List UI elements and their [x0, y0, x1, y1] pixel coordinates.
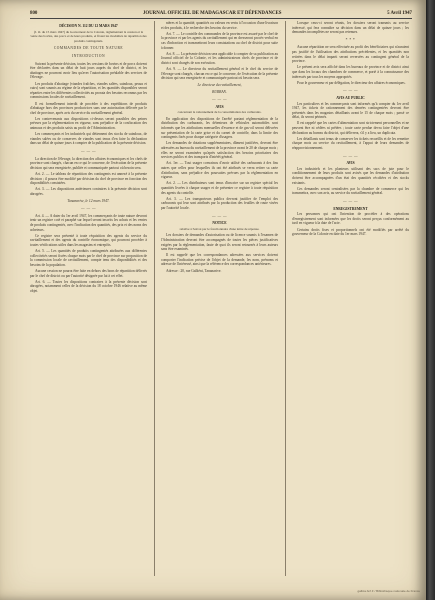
paragraph: Ce registre sera présenté à toute réquisition des agents du service du ravitaillement et des agents du contrôle économique, qui pourront procéder à toutes vérifications utiles dans les magasins et entrepôts. [30, 233, 147, 247]
section-separator: COMMANDES DE TOUTE NATURE [53, 46, 124, 51]
page-header [30, 8, 412, 19]
paragraph: Les dossiers de demandes d'autorisation ou de licence soumis à l'examen de l'Administration devront être accompagnés de toutes les pièces justificatives exigées par la réglementation, faute de quoi ils seront retournés à leurs auteurs sans être examinés. [161, 233, 278, 252]
section-subheading: concernant le rationnement de la consommation des carburants. [177, 110, 262, 115]
source-stamp: gallica.bnf.fr / Bibliothèque nationale de France [357, 589, 420, 593]
paragraph: Il est rappelé que les correspondances adressées aux services doivent comporter l'indication précise de l'objet de la demande, les nom, prénoms et adresse de l'intéressé, ainsi que la référence des correspondances antérieures. [161, 253, 278, 267]
section-heading: ENREGISTREMENT [333, 206, 368, 211]
issue-date: 5 Avril 1947 [387, 10, 412, 16]
paragraph: Il est formellement interdit de procéder à des expéditions de produits d'abattage hors des provinces productrices sans une autorisation délivrée par le chef de province, après avis du service du ravitaillement général. [30, 101, 147, 115]
signature-line: Tananarive, le 12 mars 1947. [67, 198, 110, 203]
page-edge-shadow [426, 0, 435, 600]
paragraph: Art. 3. — Les transporteurs publics devront justifier de l'emploi des carburants qui leur sont attribués par la production des feuilles de route visées par l'autorité locale. [161, 196, 278, 210]
paragraph: Art. 2. — Le tableau de répartition des contingents est annexé à la présente décision ; il pourra être modifié par décision du chef de province en fonction des disponibilités constatées. [30, 172, 147, 186]
paragraph: Art. 4. — A dater du 1er avril 1947, les commerçants de toute nature devront tenir un registre coté et paraphé sur lequel seront inscrits les achats et les ventes de produits contingentés, avec l'indication des quantités, des prix et des noms des acheteurs. [30, 213, 147, 232]
paragraph: Art. 5. — Les quantités de produits contingentés attribuées aux différentes collectivités seront fixées chaque mois par le chef de province sur proposition de la commission locale de ravitaillement, compte tenu des disponibilités et des besoins de la population. [30, 249, 147, 267]
paragraph: Art. 8. — La présente décision sera applicable à compter de sa publication au Journal officiel de la Colonie, et les administrateurs chefs de province et de district sont chargés de son exécution. [161, 51, 278, 65]
section-subheading: relative à l'envoi par le fonctionnaire d'une lettre de réponse. [179, 226, 260, 231]
paragraph: Aucune répartition ne sera effectuée au profit des bénéficiaires qui n'auraient pas justifié de l'utilisation des attributions précédentes, et les quantités non retirées dans le délai imparti seront reversées au contingent général de la province. [292, 45, 409, 64]
section-separator: * * * [345, 37, 356, 42]
paragraph: La direction de l'élevage, la direction des affaires économiques et les chefs de province sont chargés, chacun en ce qui le concerne, de l'exécution de la présente décision qui sera enregistrée, publiée et communiquée partout où besoin sera. [30, 156, 147, 170]
text-column-left [30, 21, 147, 576]
section-separator: — — — [211, 97, 228, 102]
section-heading: AVIS [215, 104, 224, 109]
journal-title: JOURNAL OFFICIEL DE MADAGASCAR ET DÉPENDANCES [142, 10, 282, 16]
column-divider [285, 21, 286, 576]
paragraph: Certains droits fixes et proportionnels ont été modifiés par arrêté du gouverneur de la Colonie en date du 1er mars 1947. [292, 227, 409, 237]
section-heading: AVIS [346, 161, 355, 166]
column-divider [154, 21, 155, 576]
section-separator: — — — [80, 149, 97, 154]
paragraph: Les demandes de dotations supplémentaires, dûment justifiées, devront être adressées au bureau du ravitaillement de la province avant le 20 de chaque mois ; elles ne seront examinées qu'après satisfaction des besoins prioritaires des services publics et des transports d'intérêt général. [161, 141, 278, 160]
paragraph: Adresse : 20, rue Galliéni, Tananarive. [166, 268, 222, 273]
section-separator: — — — [342, 153, 359, 158]
text-column-right [292, 21, 409, 576]
paragraph: Les contrevenants aux dispositions ci-dessus seront passibles des peines prévues par la réglementation en vigueur, sans préjudice de la confiscation des animaux et des produits saisis au profit de l'Administration. [30, 116, 147, 131]
section-subheading: (J. O. du 15 mars 1947) du Gouverneur de la Colonie, réglementant la cession et la vente des bovins, des porcs et de leurs produits, et fixant les modalités de répartition des produits contingentés. [30, 29, 147, 43]
paragraph: En application des dispositions de l'arrêté portant réglementation de la distribution des carburants, les détenteurs de véhicules automobiles sont informés que les attributions mensuelles d'essence et de gas-oil seront délivrées sur présentation de la carte grise et du carnet de contrôle, dans la limite des contingents fixés pour chaque catégorie d'usagers. [161, 116, 278, 140]
paragraph: Art. 7. — Le contrôle des commandes de la province est assuré par le chef de la province et par les agents du ravitaillement qui en dresseront procès-verbal en cas d'infraction et transmettront leurs constatations au chef de district pour suite à donner. [161, 31, 278, 50]
paragraph: Les particuliers et les commerçants sont informés qu'à compter du 1er avril 1947, les tickets de rationnement des denrées contingentées devront être présentés dans les magasins détaillants avant le 15 de chaque mois ; passé ce délai, ils seront périmés. [292, 101, 409, 120]
paragraph: Lorsque ceux-ci seront réunis, les dossiers seront transmis au service intéressé, qui fera connaître sa décision dans un délai de quinze jours ; les demandes incomplètes ne seront pas retenues. [292, 21, 409, 35]
section-separator: INTRODUCTION [71, 53, 106, 58]
paragraph: Les industriels et les planteurs utilisant des sacs de jute pour le conditionnement de leurs produits sont avisés que les demandes d'attribution doivent être accompagnées d'un état des quantités récoltées et des stocks existants. [292, 166, 409, 185]
paragraph: Art. 3. — Les dispositions antérieures contraires à la présente décision sont abrogées. [30, 187, 147, 196]
signature-line: BURBAN. [212, 89, 227, 94]
section-separator: — — — [342, 198, 359, 203]
paragraph: Pour le gouverneur et par délégation, le directeur des affaires économiques. [297, 80, 406, 85]
paragraph: Suivant la présente décision, toutes les cessions de bovins et de porcs doivent être déclarées dans un délai de huit jours auprès du chef de district, et les abattages ne pourront avoir lieu qu'avec l'autorisation préalable des services de l'élevage. [30, 61, 147, 80]
paragraph: Art. 9. — Le directeur du ravitaillement général et le chef du service de l'élevage sont chargés, chacun en ce qui le concerne, de l'exécution de la présente décision qui sera enregistrée et communiquée partout où besoin sera. [161, 67, 278, 81]
paragraph: Les personnes qui ont l'intention de procéder à des opérations d'enregistrement sont informées que les droits seront perçus conformément au tarif en vigueur à la date de l'acte. [292, 212, 409, 226]
section-separator: — — — [342, 88, 359, 93]
paragraph: nières et la quantité, quantités ou valeurs en vertu à l'occasion d'une livraison et des produits, à le recherche des besoins du service. [161, 21, 278, 30]
text-column-middle [161, 21, 278, 576]
paragraph: Ces demandes seront centralisées par la chambre de commerce qui les transmettra, avec son avis, au service du ravitaillement général. [292, 186, 409, 196]
section-separator: — — — [211, 213, 228, 218]
section-heading: AVIS AU PUBLIC [336, 95, 365, 100]
section-heading: NOTICE [212, 221, 227, 226]
paragraph: Art. 6. — Toutes les dispositions contraires à la présente décision sont abrogées, notamment celles de la décision du 18 octobre 1946 relative au même objet. [30, 279, 147, 294]
paragraph: Il est rappelé que les cartes d'alimentation sont strictement personnelles et ne peuvent être ni cédées ni prêtées ; toute carte perdue devra faire l'objet d'une déclaration au bureau du district, qui délivrera, s'il y a lieu, un duplicata. [292, 121, 409, 135]
paragraph: Art. 1er. — Tout usager convaincu d'avoir utilisé des carburants à des fins autres que celles pour lesquelles ils ont été attribués se verra retirer sa carte d'attribution, sans préjudice des poursuites prévues par la réglementation en vigueur. [161, 161, 278, 180]
paragraph: Aucune cession ne pourra être faite en dehors des bons de répartition délivrés par le chef de district ou par l'autorité désignée par lui à cet effet. [30, 269, 147, 278]
page-number: 800 [30, 10, 38, 16]
paragraph: Les produits d'abattage (viandes fraîches, viandes salées, saindoux, peaux et cuirs) sont soumis au régime de la répartition, et les quantités disponibles seront réparties entre les différentes collectivités au prorata des besoins reconnus par les commissions locales de ravitaillement. [30, 81, 147, 100]
paragraph: Les détaillants sont tenus de conserver les tickets recueillis et de les remettre chaque mois au service du ravitaillement, à l'appui de leurs demandes de réapprovisionnement. [292, 136, 409, 151]
paragraph: Le présent avis sera affiché dans les bureaux de province et de district ainsi que dans les locaux des chambres de commerce, et porté à la connaissance des intéressés par tous les moyens appropriés. [292, 65, 409, 79]
signature-line: Le directeur du ravitaillement, [197, 82, 242, 87]
paragraph: Les commerçants et les industriels qui détiennent des stocks de saindoux, de viandes salées ou de conserves de viandes sont tenus d'en faire la déclaration dans un délai de quinze jours à compter de la publication de la présente décision. [30, 132, 147, 146]
paragraph: Art. 2. — Les distributeurs sont tenus d'inscrire sur un registre spécial les quantités livrées à chaque usager et de présenter ce registre à toute réquisition des agents du contrôle. [161, 181, 278, 195]
section-heading: DÉCISION N. 112 DU 12 MARS 1947 [59, 24, 118, 28]
section-separator: — — — [80, 206, 97, 211]
